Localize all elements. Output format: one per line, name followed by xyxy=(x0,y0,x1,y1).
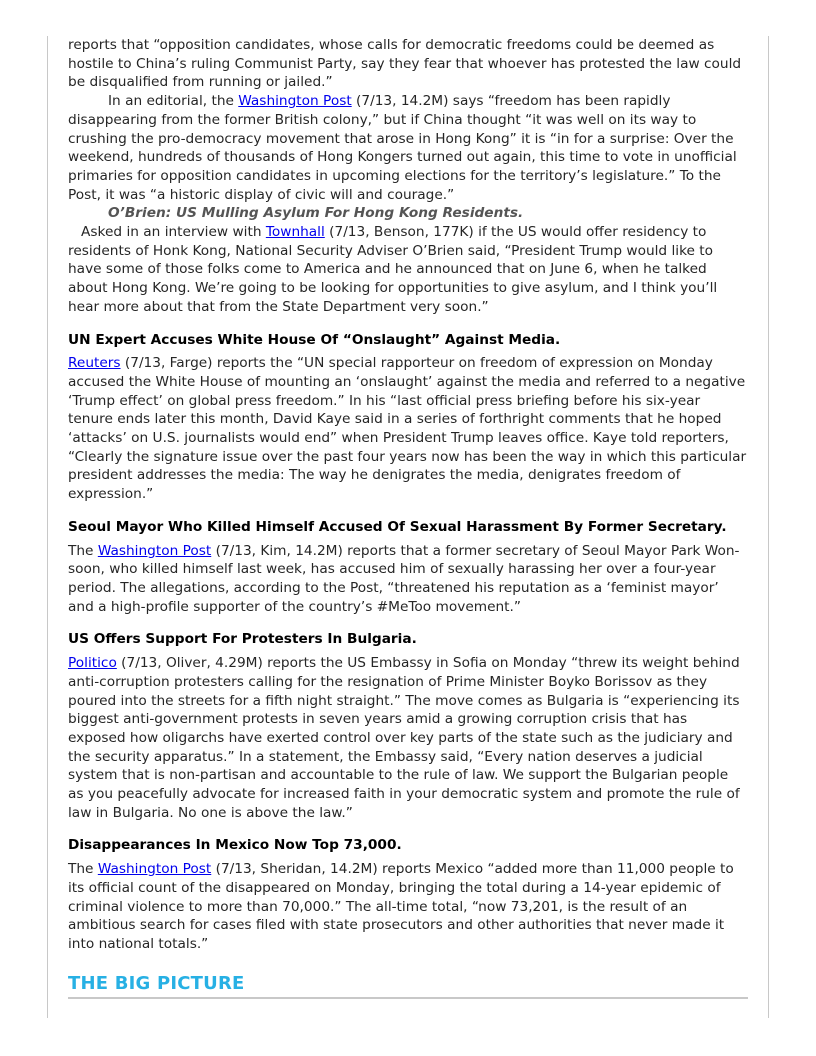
article-body xyxy=(68,542,748,617)
text-span: The xyxy=(68,542,98,559)
washington-post-link[interactable]: Washington Post xyxy=(97,542,212,559)
page-frame xyxy=(47,36,769,1018)
politico-link[interactable]: Politico xyxy=(68,655,117,672)
text-span: The xyxy=(68,861,98,878)
intro-paragraph-2 xyxy=(68,92,748,204)
text-span: (7/13, Oliver, 4.29M) reports the US Embassy in Sofia on Monday “threw its weight behind anti-corruption protesters calling for the resignation of Prime Minister Boyko Borissov as they poured into the streets for a fifth night straight.” The move comes as Bulgaria is “experiencing its biggest anti-government protests in seven years amid a growing corruption crisis that has exposed how oligarchs have exerted control over key parts of the state such as the judiciary and the security apparatus.” In a statement, the Embassy said, “Every nation deserves a judicial system that is non-partisan and accountable to the rule of law. We support the Bulgarian people as you peacefully advocate for increased faith in your democratic system and promote the rule of law in Bulgaria. No one is above the law.” xyxy=(68,655,740,821)
document-body xyxy=(68,36,748,999)
article-headline: Seoul Mayor Who Killed Himself Accused Of Sexual Harassment By Former Secretary. xyxy=(68,518,727,535)
intro-paragraph-1: reports that “opposition candidates, whose calls for democratic freedoms could be deemed as hostile to China’s ruling Communist Party, say they fear that whoever has protested the law could be disqualified from running or jailed.” xyxy=(68,37,742,91)
text-span: In an editorial, the xyxy=(108,93,239,110)
article-body xyxy=(68,654,748,822)
article-body xyxy=(68,354,748,504)
text-span: (7/13, Benson, 177K) if the US would offer residency to residents of Honk Kong, National Security Adviser O’Brien said, “President Trump would like to have some of those folks come to America and he announced that on June 6, when he talked about Hong Kong. We’re going to be looking for opportunities to give asylum, and I think you’ll hear more about that from the State Department very soon.” xyxy=(68,224,718,315)
article-headline: US Offers Support For Protesters In Bulgaria. xyxy=(68,631,417,648)
washington-post-link[interactable]: Washington Post xyxy=(97,861,212,878)
text-span: (7/13, 14.2M) says “freedom has been rapidly disappearing from the former British colony,” but if China thought “it was well on its way to crushing the pro-democracy movement that arose in Hong Kong” it is “in for a surprise: Over the weekend, hundreds of thousands of Hong Kongers turned out again, this time to vote in unofficial primaries for opposition candidates in upcoming elections for the territory’s legislature.” To the Post, it was “a historic display of civic will and courage.” xyxy=(68,93,737,203)
section-title: THE BIG PICTURE xyxy=(68,972,748,999)
subheadline: O’Brien: US Mulling Asylum For Hong Kong Residents. xyxy=(108,205,524,222)
washington-post-link[interactable]: Washington Post xyxy=(238,93,352,110)
article-headline: UN Expert Accuses White House Of “Onslaught” Against Media. xyxy=(68,331,561,348)
intro-paragraph-3 xyxy=(68,204,748,316)
reuters-link[interactable]: Reuters xyxy=(68,355,121,372)
text-span: (7/13, Farge) reports the “UN special rapporteur on freedom of expression on Monday accused the White House of mounting an ‘onslaught’ against the media and referred to a negative ‘Trump effect’ on global press freedom.” In his “last official press briefing before his six-year tenure ends later this month, David Kaye said in a series of forthright comments that he hoped ‘attacks’ on U.S. journalists would end” when President Trump leaves office. Kaye told reporters, “Clearly the signature issue over the past four years now has been the way in which this particular president addresses the media: The way he denigrates the media, denigrates freedom of expression.” xyxy=(68,355,747,503)
article-headline: Disappearances In Mexico Now Top 73,000. xyxy=(68,837,402,854)
text-span: Asked in an interview with xyxy=(68,224,266,241)
townhall-link[interactable]: Townhall xyxy=(265,224,325,241)
text-span: (7/13, Kim, 14.2M) reports that a former secretary of Seoul Mayor Park Won-soon, who killed himself last week, has accused him of sexually harassing her over a four-year period. The allegations, according to the Post, “threatened his reputation as a ‘feminist mayor’ and a high-profile supporter of the country’s #MeToo movement.” xyxy=(68,542,740,615)
text-span: (7/13, Sheridan, 14.2M) reports Mexico “added more than 11,000 people to its official count of the disappeared on Monday, bringing the total during a 14-year epidemic of criminal violence to more than 70,000.” The all-time total, “now 73,201, is the result of an ambitious search for cases filed with state prosecutors and other authorities that never made it into national totals.” xyxy=(68,861,734,952)
article-body xyxy=(68,860,748,954)
